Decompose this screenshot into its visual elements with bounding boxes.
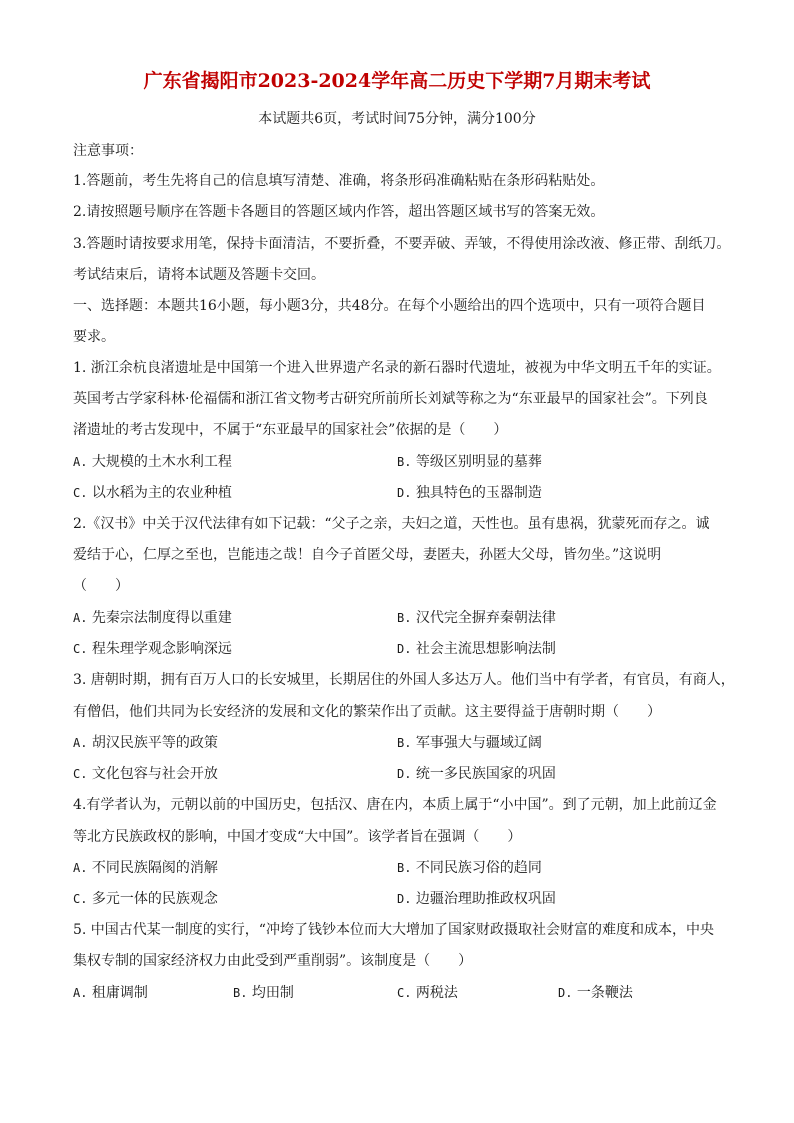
option-letter: B. <box>397 455 412 469</box>
section-instructions: 一、选择题：本题共16小题，每小题3分，共48分。在每个小题给出的四个选项中，只有一项符合题目 <box>73 298 706 314</box>
question-2-text: （ ） <box>73 578 129 594</box>
option-letter: D. <box>558 986 573 1000</box>
question-4-option-b[interactable] <box>397 858 542 878</box>
question-1-text: 1. 浙江余杭良渚遗址是中国第一个进入世界遗产名录的新石器时代遗址，被视为中华文明五千年的实证。 <box>73 360 721 376</box>
question-3-option-c[interactable] <box>73 764 218 784</box>
option-text: 多元一体的民族观念 <box>91 891 218 907</box>
option-letter: D. <box>397 767 412 781</box>
question-3-option-b[interactable] <box>397 733 542 753</box>
question-1-option-b[interactable] <box>397 452 542 472</box>
option-text: 不同民族习俗的趋同 <box>415 860 542 876</box>
option-letter: C. <box>73 892 88 906</box>
option-letter: C. <box>397 986 412 1000</box>
question-2-option-c[interactable] <box>73 639 232 659</box>
option-letter: B. <box>233 986 248 1000</box>
option-text: 两税法 <box>415 985 458 1001</box>
option-text: 先秦宗法制度得以重建 <box>91 610 232 626</box>
section-instructions-cont: 要求。 <box>73 329 115 345</box>
question-2-option-a[interactable] <box>73 608 232 628</box>
option-text: 租庸调制 <box>91 985 148 1001</box>
option-text: 一条鞭法 <box>576 985 633 1001</box>
option-letter: B. <box>397 611 412 625</box>
question-2-text: 爱结于心，仁厚之至也，岂能违之哉！自今子首匿父母，妻匿夫，孙匿大父母，皆勿坐。”这说明 <box>73 547 662 563</box>
option-text: 文化包容与社会开放 <box>91 766 218 782</box>
question-1-option-d[interactable] <box>397 483 542 503</box>
option-letter: A. <box>73 986 88 1000</box>
exam-info: 本试题共6页，考试时间75分钟，满分100分 <box>258 111 536 127</box>
option-letter: B. <box>397 861 412 875</box>
question-1-text: 英国考古学家科林·伦福儒和浙江省文物考古研究所前所长刘斌等称之为“东亚最早的国家社会”。下列良 <box>73 391 708 407</box>
question-4-option-d[interactable] <box>397 889 556 909</box>
option-letter: A. <box>73 455 88 469</box>
page-title: 广东省揭阳市2023-2024学年高二历史下学期7月期末考试 <box>143 70 651 92</box>
question-2-option-b[interactable] <box>397 608 556 628</box>
option-letter: C. <box>73 767 88 781</box>
question-3-text: 3. 唐朝时期，拥有百万人口的长安城里，长期居住的外国人多达万人。他们当中有学者，有官员，有商人， <box>73 672 735 688</box>
notice-item: 2.请按照题号顺序在答题卡各题目的答题区域内作答，超出答题区域书写的答案无效。 <box>73 204 605 220</box>
option-text: 不同民族隔阂的消解 <box>91 860 218 876</box>
option-letter: C. <box>73 642 88 656</box>
question-3-text: 有僧侣，他们共同为长安经济的发展和文化的繁荣作出了贡献。这主要得益于唐朝时期（ ） <box>73 704 661 720</box>
option-letter: D. <box>397 486 412 500</box>
option-text: 边疆治理助推政权巩固 <box>415 891 556 907</box>
option-text: 等级区别明显的墓葬 <box>415 454 542 470</box>
option-text: 大规模的土木水利工程 <box>91 454 232 470</box>
question-3-option-d[interactable] <box>397 764 556 784</box>
notice-item: 3.答题时请按要求用笔，保持卡面清洁，不要折叠，不要弄破、弄皱，不得使用涂改液、修正带、刮纸刀。 <box>73 236 731 252</box>
question-5-text: 集权专制的国家经济权力由此受到严重削弱”。该制度是（ ） <box>73 953 473 969</box>
question-2-option-d[interactable] <box>397 639 556 659</box>
question-5-text: 5. 中国古代某一制度的实行，“冲垮了钱钞本位而大大增加了国家财政摄取社会财富的难度和成本，中央 <box>73 922 714 938</box>
option-text: 军事强大与疆域辽阔 <box>415 735 542 751</box>
question-1-option-c[interactable] <box>73 483 232 503</box>
question-1-text: 渚遗址的考古发现中，不属于“东亚最早的国家社会”依据的是（ ） <box>73 422 508 438</box>
notice-item: 1.答题前，考生先将自己的信息填写清楚、准确，将条形码准确粘贴在条形码粘贴处。 <box>73 173 605 189</box>
question-5-option-d[interactable] <box>558 983 633 1003</box>
question-5-option-c[interactable] <box>397 983 458 1003</box>
option-text: 程朱理学观念影响深远 <box>91 641 232 657</box>
question-2-text: 2.《汉书》中关于汉代法律有如下记载：“父子之亲，夫妇之道，天性也。虽有患祸，犹蒙死而存之。诚 <box>73 516 710 532</box>
option-letter: D. <box>397 892 412 906</box>
option-text: 汉代完全摒弃秦朝法律 <box>415 610 556 626</box>
option-text: 以水稻为主的农业种植 <box>91 485 232 501</box>
notice-item: 考试结束后，请将本试题及答题卡交回。 <box>73 267 325 283</box>
question-1-option-a[interactable] <box>73 452 232 472</box>
option-text: 胡汉民族平等的政策 <box>91 735 218 751</box>
question-4-text: 等北方民族政权的影响，中国才变成“大中国”。该学者旨在强调（ ） <box>73 829 522 845</box>
option-text: 均田制 <box>251 985 294 1001</box>
option-text: 独具特色的玉器制造 <box>415 485 542 501</box>
question-4-option-c[interactable] <box>73 889 218 909</box>
option-letter: C. <box>73 486 88 500</box>
option-letter: B. <box>397 736 412 750</box>
option-letter: A. <box>73 736 88 750</box>
option-text: 统一多民族国家的巩固 <box>415 766 556 782</box>
question-4-option-a[interactable] <box>73 858 218 878</box>
option-letter: D. <box>397 642 412 656</box>
notice-heading: 注意事项： <box>73 143 143 159</box>
option-letter: A. <box>73 611 88 625</box>
option-letter: A. <box>73 861 88 875</box>
option-text: 社会主流思想影响法制 <box>415 641 556 657</box>
question-5-option-a[interactable] <box>73 983 148 1003</box>
question-4-text: 4.有学者认为，元朝以前的中国历史，包括汉、唐在内，本质上属于“小中国”。到了元朝，加上此前辽金 <box>73 797 717 813</box>
question-3-option-a[interactable] <box>73 733 218 753</box>
question-5-option-b[interactable] <box>233 983 294 1003</box>
